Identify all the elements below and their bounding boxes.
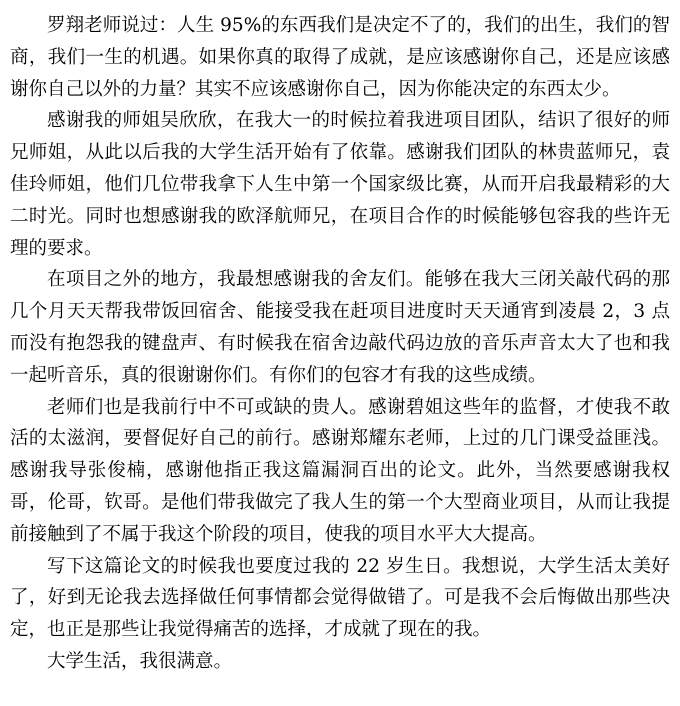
paragraph-birthday-reflection: 写下这篇论文的时候我也要度过我的 22 岁生日。我想说，大学生活太美好了，好到无论我去选择做任何事情都会觉得做错了。可是我不会后悔做出那些决定，也正是那些让我觉得痛苦的选择，才成就了现在的我。 [10,555,670,641]
acknowledgement-document [10,10,670,678]
paragraph-closing: 大学生活，我很满意。 [47,650,233,672]
paragraph-thanks-teachers: 老师们也是我前行中不可或缺的贵人。感谢碧姐这些年的监督，才使我不敢活的太滋润，要督促好自己的前行。感谢郑耀东老师，上过的几门课受益匪浅。感谢我导张俊楠，感谢他指正我这篇漏洞百出的论文。此外，当然要感谢我权哥，伦哥，钦哥。是他们带我做完了我人生的第一个大型商业项目，从而让我提前接触到了不属于我这个阶段的项目，使我的项目水平大大提高。 [10,396,670,545]
paragraph-thanks-roommates: 在项目之外的地方，我最想感谢我的舍友们。能够在我大三闭关敲代码的那几个月天天帮我带饭回宿舍、能接受我在赶项目进度时天天通宵到凌晨 2，3 点而没有抱怨我的键盘声、有时候我在宿舍边敲代码边放的音乐声音太大了也和我一起听音乐，真的很谢谢你们。有你们的包容才有我的这些成绩。 [10,269,670,386]
paragraph-luo-xiang-quote: 罗翔老师说过：人生 95%的东西我们是决定不了的，我们的出生，我们的智商，我们一生的机遇。如果你真的取得了成就，是应该感谢你自己，还是应该感谢你自己以外的力量？其实不应该感谢你自己，因为你能决定的东西太少。 [10,15,670,100]
paragraph-thanks-team: 感谢我的师姐吴欣欣，在我大一的时候拉着我进项目团队，结识了很好的师兄师姐，从此以后我的大学生活开始有了依靠。感谢我们团队的林贵蓝师兄，袁佳玲师姐，他们几位带我拿下人生中第一个国家级比赛，从而开启我最精彩的大二时光。同时也想感谢我的欧泽航师兄，在项目合作的时候能够包容我的些许无理的要求。 [10,110,670,259]
